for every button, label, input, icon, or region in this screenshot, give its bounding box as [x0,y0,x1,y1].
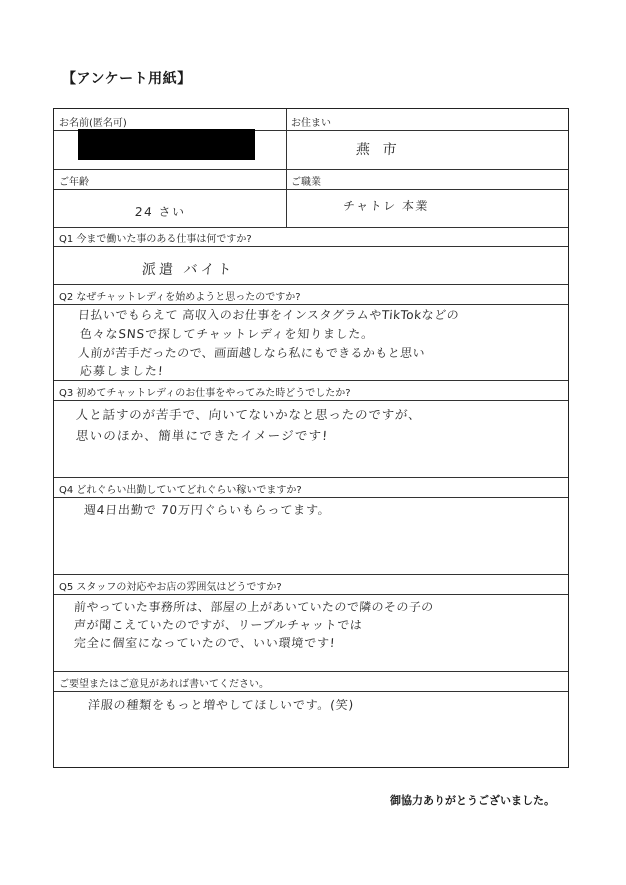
q2-answer-line: 色々なSNSで探してチャットレディを知りました。 [79,327,375,341]
divider [54,169,568,170]
divider [54,671,568,672]
divider [54,304,568,305]
age-label: ご年齢 [59,177,89,188]
redacted-name [78,129,255,160]
q4-answer: 週4日出勤で 70万円ぐらいもらってます。 [83,503,332,517]
q4-label: Q4 どれぐらい出勤していてどれぐらい稼いでますか? [59,485,302,496]
address-answer: 燕 市 [355,142,401,158]
divider [54,477,568,478]
form-title: 【アンケート用紙】 [62,71,192,87]
divider [54,400,568,401]
q1-label: Q1 今まで働いた事のある仕事は何ですか? [59,234,252,245]
occupation-label: ご職業 [291,177,321,188]
name-label: お名前(匿名可) [59,118,127,129]
requests-label: ご要望またはご意見があれば書いてください。 [59,679,269,690]
q2-answer-line: 応募しました! [79,364,165,378]
q3-answer-line: 思いのほか、簡単にできたイメージです! [75,428,329,443]
q5-answer-line: 声が聞こえていたのですが、リーブルチャットでは [73,618,363,632]
survey-form [53,108,569,768]
address-label: お住まい [291,118,331,129]
thank-you-note: 御協力ありがとうございました。 [390,794,555,807]
q1-answer: 派遣 バイト [141,262,235,278]
divider [54,497,568,498]
q2-answer-line: 日払いでもらえて 高収入のお仕事をインスタグラムやTikTokなどの [77,308,460,322]
q5-answer-line: 前やっていた事務所は、部屋の上があいていたので隣のその子の [73,600,435,614]
q2-label: Q2 なぜチャットレディを始めようと思ったのですか? [59,292,301,303]
divider [54,246,568,247]
divider [54,284,568,285]
q2-answer-line: 人前が苦手だったので、画面越しなら私にもできるかもと思い [77,346,426,360]
divider [54,691,568,692]
occupation-answer: チャトレ 本業 [342,199,430,213]
q3-label: Q3 初めてチャットレディのお仕事をやってみた時どうでしたか? [59,388,351,399]
requests-answer: 洋服の種類をもっと増やしてほしいです。(笑) [87,698,355,712]
divider [54,380,568,381]
divider [54,189,568,190]
age-answer: 24 さい [134,205,187,219]
q5-label: Q5 スタッフの対応やお店の雰囲気はどうですか? [59,582,282,593]
divider [54,227,568,228]
q3-answer-line: 人と話すのが苦手で、向いてないかなと思ったのですが、 [75,407,423,422]
divider [54,594,568,595]
divider [54,574,568,575]
q5-answer-line: 完全に個室になっていたので、いい環境です! [73,636,336,650]
column-divider [286,109,287,227]
